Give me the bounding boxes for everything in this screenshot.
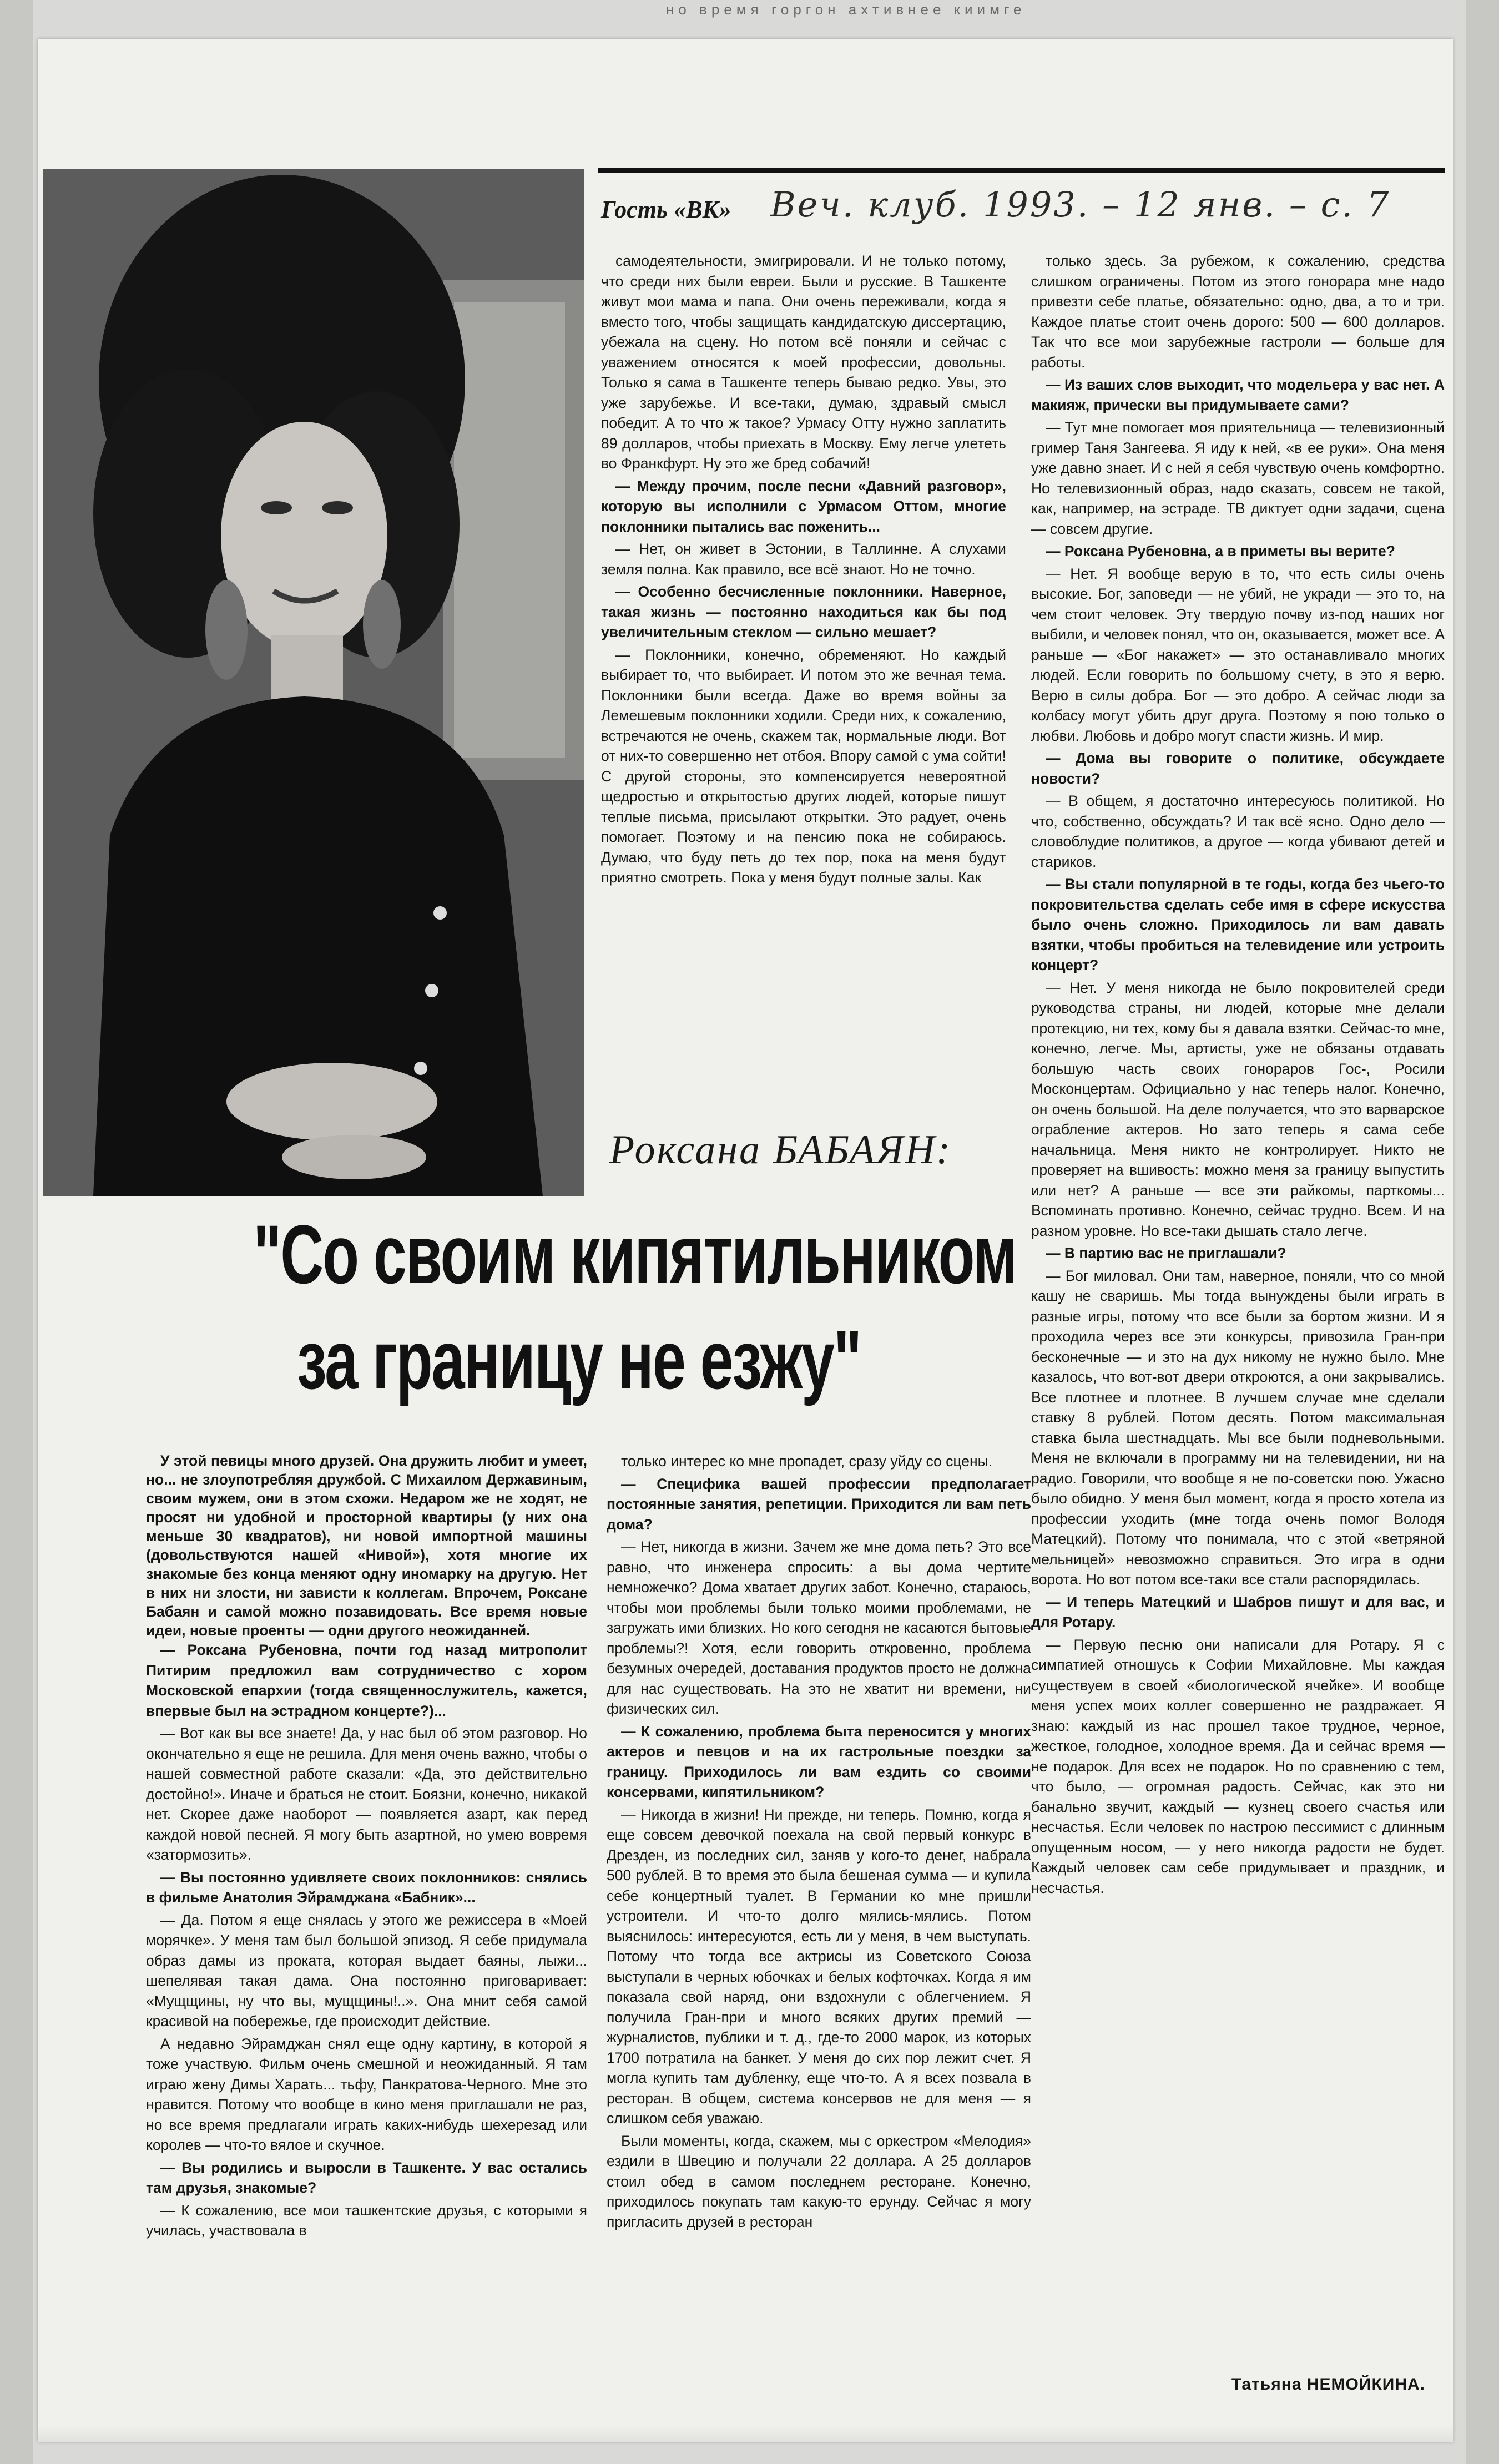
interview-answer: — Да. Потом я еще снялась у этого же режиссера в «Моей морячке». У меня там был большой эпизод. Я себе придумала образ дамы из проката, которая выдает баяны, лыжи... шепелявая такая дама. Она постоянно приговаривает: «Мущщины, ну что вы, мущщины!..». Она мнит себя самой красивой на побережье, где происходит действие.: [146, 1911, 587, 2029]
column-b-bottom: [607, 1451, 1031, 2234]
lead-text: У этой певицы много друзей. Она дружить любит и умеет, но... не злоупотребляя дружбой. С Михаилом Державиным, своим мужем, они в этом схожи. Недаром же не ходят, не просят ни удобной и просторной квартиры (у них она меньше 30 квадратов), ни новой импортной машины (довольствуются нашей «Нивой»), хотя многие их знакомые без конца меняют одну иномарку на другую. Нет в них ни злости, ни зависти к коллегам. Впрочем, Роксане Бабаян и самой можно позавидовать. Все время новые идеи, новые проенты — одни другого неожиданней.: [146, 1452, 587, 1639]
interview-question: — К сожалению, проблема быта переносится у многих актеров и певцов и на их гастрольные поездки за границу. Приходилось ли вам ездить со своими консервами, кипятильником?: [607, 1723, 1031, 1800]
interview-answer: — Нет, никогда в жизни. Зачем же мне дома петь? Это все равно, что инженера спросить: а вы дома чертите немножечко? Дома хватает других забот. Конечно, стараюсь, чтобы мои проблемы были только моими проблемами, не загружать ими близких. Но кого сегодня не касаются бытовые проблемы?! Хотя, если говорить откровенно, проблема безумных очередей, доставания продуктов просто не должна для нас существовать. На это не хватит ни времени, ни физических сил.: [607, 1538, 1031, 1717]
interview-answer: только здесь. За рубежом, к сожалению, средства слишком ограничены. Потом из этого гонорара мне надо привезти себе платье, обязательно: одно, два, а то и три. Каждое платье стоит очень дорого: 500 — 600 долларов. Так что все мои зарубежные гастроли — больше для работы.: [1031, 253, 1445, 371]
author-signature: Татьяна НЕМОЙКИНА.: [1231, 2375, 1425, 2394]
handwritten-source-note: Веч. клуб. 1993. – 12 янв. – с. 7: [770, 184, 1391, 225]
scan-edge-right: [1466, 0, 1499, 2464]
column-a-bottom-body: [146, 1640, 587, 2241]
interview-question: — Дома вы говорите о политике, обсуждаете новости?: [1031, 750, 1445, 787]
interview-question: — И теперь Матецкий и Шабров пишут и для вас, и для Ротару.: [1031, 1593, 1445, 1630]
interview-answer: — Бог миловал. Они там, наверное, поняли, что со мной кашу не сваришь. Мы тогда вынуждены были играть в разные игры, потому что все были за бортом жизни. И я проходила через все эти конкурсы, привозила Гран-при бесконечные — и это на дух никому не нужно было. Мне казалось, что вот-вот двери откроются, а они закрывались. Все плотнее и плотнее. В лучшем случае мне сделали ставку 8 рублей. Потом десять. Потом максимальная ставка была шестнадцать. Мы все были подневольными. Меня не включали в программу ни на телевидении, ни на радио. Говорили, что вообще я не по-советски пою. Ужасно было обидно. У меня был момент, когда я просто хотела из профессии уходить (мне тогда очень помог Володя Матецкий). Потому что понимала, что с этой «ветряной мельницей» невозможно справиться. Это игра в одни ворота. Но вот потом все-таки все стали распорядилась.: [1031, 1267, 1445, 1588]
scan-edge-left: [0, 0, 33, 2464]
interview-question: — В партию вас не приглашали?: [1046, 1245, 1286, 1261]
background-edge-text: но время горгон ахтивнее киимге: [666, 1, 1026, 18]
interview-answer: — Никогда в жизни! Ни прежде, ни теперь. Помню, когда я еще совсем девочкой поехала на свой первый конкурс в Дрезден, из последних сил, заняв у кого-то денег, набрала 500 рублей. В то время это была бешеная сумма — и купила себе концертный туалет. В Германии ко мне пришли устроители. И что-то долго мялись-мялись. Потом выяснилось: интересуются, есть ли у меня, в чем выступать. Потому что тогда все актрисы из Советского Союза выступали в черных юбочках и белых кофточках. Когда я им показала свой наряд, они вздохнули с облегчением. Я получила Гран-при и много всяких других премий — журналистов, публики и т. д., где-то 2000 марок, из которых 1700 потратила на банкет. У меня до сих пор лежит счет. Я могла купить там дубленку, еще что-то. А я всех позвала в ресторан. В общем, система консервов не для меня — я слишком себя уважаю.: [607, 1806, 1031, 2127]
interview-answer: только интерес ко мне пропадет, сразу уйду со сцены.: [621, 1453, 993, 1470]
torn-bottom-edge: [38, 2425, 1453, 2442]
interview-question: — Вы постоянно удивляете своих поклонников: снялись в фильме Анатолия Эйрамджана «Бабник»...: [146, 1869, 587, 1906]
interview-question: — Роксана Рубеновна, а в приметы вы верите?: [1046, 543, 1395, 559]
interview-question: — Роксана Рубеновна, почти год назад митрополит Питирим предложил вам сотрудничество с хором Московской епархии (тогда священнослужитель, кажется, впервые был на эстрадном концерте?)...: [146, 1642, 587, 1719]
interview-answer: — Нет, он живет в Эстонии, в Таллинне. А слухами земля полна. Как правило, все всё знают. Но не точно.: [601, 541, 1006, 578]
headline: [253, 1201, 1016, 1412]
interview-question: — Особенно бесчисленные поклонники. Наверное, такая жизнь — постоянно находиться как бы под увеличительным стеклом — сильно мешает?: [601, 583, 1006, 640]
lead-paragraph: [146, 1451, 587, 1640]
headline-line-2: за границу не езжу": [297, 1313, 861, 1406]
interview-answer: — Нет. У меня никогда не было покровителей среди руководства страны, ни людей, которые мне делали протекцию, ни тех, кому бы я давала взятки. Сейчас-то мне, конечно, легче. Мы, артисты, уже не обязаны отдавать большую часть своих гонораров Гос-, Росили Москонцертам. Официально у нас теперь налог. Конечно, он очень большой. На деле получается, что это варварское ограбление актеров. Но зато теперь я сама себе начальница. Меня никто не контролирует. Никто не проверяет на вшивость: можно меня за границу выпустить или нет? А раньше — все эти райкомы, парткомы... Вспоминать противно. Конечно, сейчас трудно. Всем. И на разном уровне. Но все-таки дышать стало легче.: [1031, 979, 1445, 1239]
interview-question: — Специфика вашей профессии предполагает постоянные занятия, репетиции. Приходится ли вам петь дома?: [607, 1475, 1031, 1533]
interview-answer: Были моменты, когда, скажем, мы с оркестром «Мелодия» ездили в Швецию и получали 22 доллара. А 25 долларов стоил обед в самом последнем ресторане. Конечно, приходилось покупать там какую-то ерунду. Сейчас я могу пригласить друзей в ресторан: [607, 2132, 1031, 2230]
interview-answer: — К сожалению, все мои ташкентские друзья, с которыми я училась, участвовала в: [146, 2202, 587, 2239]
byline-name: Роксана БАБАЯН:: [609, 1127, 952, 1173]
portrait-illustration: [43, 169, 584, 1196]
rubric-label: Гость «ВК»: [601, 196, 731, 223]
interview-answer: А недавно Эйрамджан снял еще одну картину, в которой я тоже участвую. Фильм очень смешной и неожиданный. Я там играю жену Димы Харать... тьфу, Панкратова-Черного. Мне это нравится. Потому что вообще в кино меня приглашали не раз, но все время предлагали играть каких-нибудь шехерезад или королев — что-то вялое и скучное.: [146, 2035, 587, 2153]
newspaper-clipping: [38, 39, 1453, 2442]
column-a-bottom: [146, 1451, 587, 2243]
interview-question: — Между прочим, после песни «Давний разговор», которую вы исполнили с Урмасом Оттом, многие поклонники пытались вас поженить...: [601, 477, 1006, 535]
interview-answer: — Нет. Я вообще верую в то, что есть силы очень высокие. Бог, заповеди — не убий, не укради — это то, на чем стоит человек. Эту твердую почву из-под наших ног выбили, и человек понял, что он, оказывается, может все. А раньше — «Бог накажет» — это останавливало многих людей. Если говорить по большому счету, в это я верю. Верю в силы добра. Бог — это добро. А сейчас люди за колбасу могут убить друг друга. Поэтому я пою только о любви. Любовь и добро могут спасти жизнь. И мир.: [1031, 565, 1445, 744]
interview-answer: — Вот как вы все знаете! Да, у нас был об этом разговор. Но окончательно я еще не решила. Для меня очень важно, чтобы о нашей совместной работе сказали: «Да, это действительно достойно!». Иначе и браться не стоит. Боязни, конечно, никакой нет. Скорее даже наоборот — появляется азарт, как перед каждой новой песней. Я могу быть азартной, но умею вовремя «затормозить».: [146, 1725, 587, 1863]
interview-answer: — Тут мне помогает моя приятельница — телевизионный гример Таня Зангеева. Я иду к ней, «в ее руки». Она меня уже давно знает. И с ней я себя чувствую очень комфортно. Но телевизионный образ, надо сказать, совсем не такой, как, например, на эстраде. ТВ диктует одни задачи, сцена — совсем другие.: [1031, 419, 1445, 537]
interview-question: — Вы родились и выросли в Ташкенте. У вас остались там друзья, знакомые?: [146, 2159, 587, 2196]
column-c: [1031, 251, 1445, 1900]
interview-answer: самодеятельности, эмигрировали. И не только потому, что среди них были евреи. Были и русские. В Ташкенте живут мои мама и папа. Они очень переживали, когда я вместо того, чтобы защищать кандидатскую диссертацию, убежала на сцену. Но потом всё поняли и сейчас с уважением относятся к моей профессии, довольны. Только я сама в Ташкенте теперь бываю редко. Увы, это уже зарубежье. И все-таки, думаю, здравый смысл победит. А то что ж такое? Урмасу Отту нужно заплатить 89 долларов, чтобы приехать в Москву. Ему легче улететь во Франкфурт. Ну это же бред собачий!: [601, 253, 1006, 472]
interview-answer: — В общем, я достаточно интересуюсь политикой. Но что, собственно, обсуждать? И так всё ясно. Одно дело — словоблудие политиков, а другое — когда убивают детей и стариков.: [1031, 792, 1445, 870]
interview-answer: — Первую песню они написали для Ротару. Я с симпатией отношусь к Софии Михайловне. Мы каждая существуем в своей «биологической ячейке». И вообще меня успех моих коллег совершенно не раздражает. Я знаю: каждый из нас прошел такое трудное, черное, жесткое, голодное, холодное время. Да и сейчас время — не подарок. Для всех не подарок. Но по сравнению с тем, что было, — огромная радость. Сейчас, как это ни банально звучит, каждый — кузнец своего счастья или несчастья. Если человек по настрою пессимист с длинным опущенным носом, — у него никогда радости не будет. Каждый человек сам себе придумывает и праздник, и несчастья.: [1031, 1636, 1445, 1896]
headline-line-1: "Со своим кипятильником: [253, 1208, 1016, 1301]
interview-question: — Вы стали популярной в те годы, когда без чьего-то покровительства сделать себе имя в сфере искусства было очень сложно. Приходилось ли вам давать взятки, чтобы пробиться на телевидение или устроить концерт?: [1031, 876, 1445, 973]
interview-answer: — Поклонники, конечно, обременяют. Но каждый выбирает то, что выбирает. И потом это же вечная тема. Поклонники были всегда. Даже во время войны за Лемешевым поклонники ходили. Среди них, к сожалению, встречаются не очень, скажем так, нормальные люди. Вот от них-то совершенно нет отбоя. Впору самой с ума сойти! С другой стороны, это компенсируется невероятной щедростью и открытостью других людей, которые пишут теплые письма, присылают открытки. Это радует, очень помогает. Поэтому и на пенсию пока не собираюсь. Думаю, что буду петь до тех пор, пока на меня будут приятно смотреть. Пока у меня будут полные залы. Как: [601, 646, 1006, 886]
column-b-top: [601, 251, 1006, 890]
masthead-rule: [598, 168, 1445, 173]
portrait-photo: [43, 169, 584, 1196]
interview-question: — Из ваших слов выходит, что модельера у вас нет. А макияж, прически вы придумываете сами?: [1031, 376, 1445, 413]
